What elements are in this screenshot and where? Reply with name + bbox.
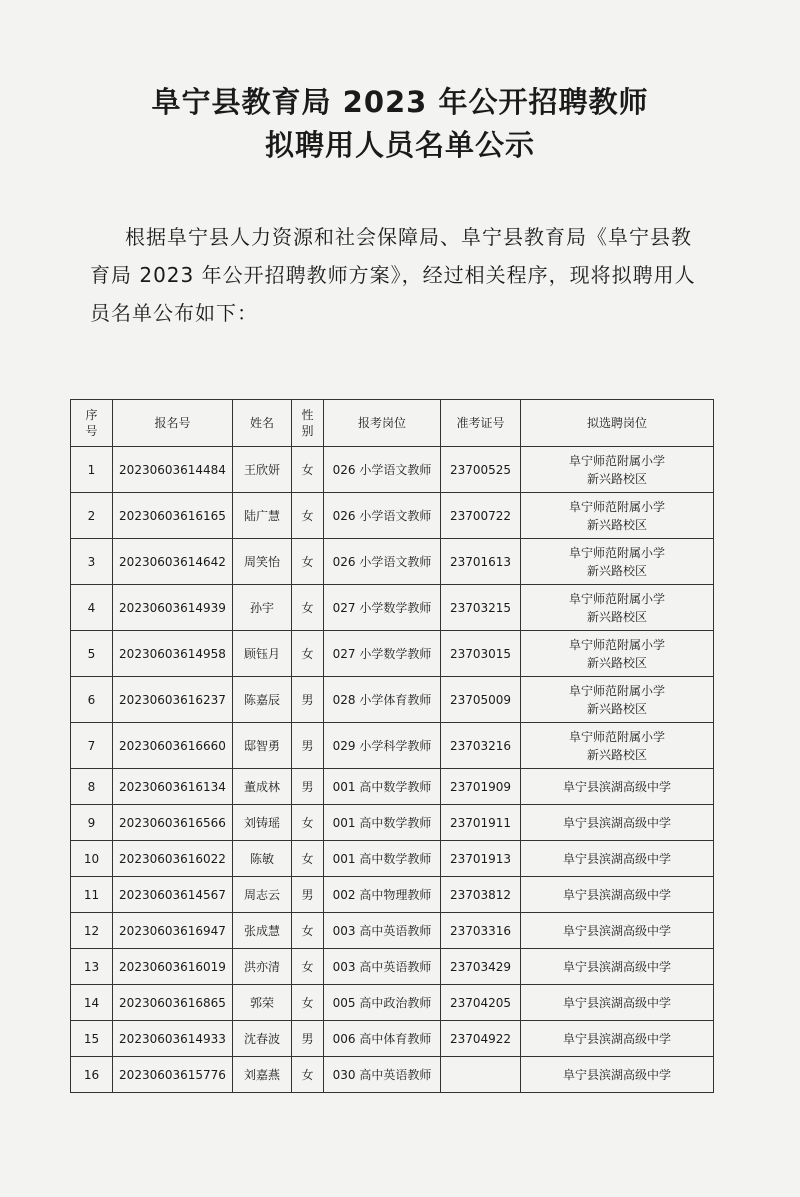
cell-gender: 女 <box>292 841 324 877</box>
header-name: 姓名 <box>233 400 292 447</box>
table-row <box>71 949 714 985</box>
placement-line1: 阜宁师范附属小学 <box>568 453 665 468</box>
placement-line2: 新兴路校区 <box>586 563 647 578</box>
cell-seq: 1 <box>71 447 113 493</box>
cell-position: 027 小学数学教师 <box>324 631 441 677</box>
cell-placement <box>521 877 714 913</box>
cell-gender: 男 <box>292 1021 324 1057</box>
document-subtitle: 拟聘用人员名单公示 <box>264 128 535 162</box>
cell-gender: 女 <box>292 539 324 585</box>
placement-line1: 阜宁县滨湖高级中学 <box>562 959 671 974</box>
cell-position: 003 高中英语教师 <box>324 949 441 985</box>
cell-reg-no: 20230603614567 <box>113 877 233 913</box>
cell-seq: 6 <box>71 677 113 723</box>
table-row <box>71 631 714 677</box>
cell-gender: 女 <box>292 493 324 539</box>
placement-line2: 新兴路校区 <box>586 655 647 670</box>
cell-reg-no: 20230603616660 <box>113 723 233 769</box>
cell-placement <box>521 805 714 841</box>
table-row <box>71 1057 714 1093</box>
cell-reg-no: 20230603616019 <box>113 949 233 985</box>
placement-line1: 阜宁县滨湖高级中学 <box>562 1067 671 1082</box>
cell-position: 001 高中数学教师 <box>324 769 441 805</box>
cell-ticket: 23701613 <box>441 539 521 585</box>
cell-name: 刘铸瑶 <box>233 805 292 841</box>
placement-line2: 新兴路校区 <box>586 747 647 762</box>
intro-paragraph: 根据阜宁县人力资源和社会保障局、阜宁县教育局《阜宁县教育局 2023 年公开招聘教师方案》，经过相关程序，现将拟聘用人员名单公布如下： <box>90 225 696 325</box>
cell-reg-no: 20230603615776 <box>113 1057 233 1093</box>
cell-seq: 7 <box>71 723 113 769</box>
cell-reg-no: 20230603616134 <box>113 769 233 805</box>
cell-gender: 女 <box>292 1057 324 1093</box>
cell-gender: 男 <box>292 723 324 769</box>
cell-reg-no: 20230603614484 <box>113 447 233 493</box>
cell-name: 邸智勇 <box>233 723 292 769</box>
cell-reg-no: 20230603616165 <box>113 493 233 539</box>
cell-reg-no: 20230603616947 <box>113 913 233 949</box>
table-row <box>71 877 714 913</box>
cell-seq: 5 <box>71 631 113 677</box>
cell-seq: 16 <box>71 1057 113 1093</box>
header-position: 报考岗位 <box>324 400 441 447</box>
header-seq: 序 号 <box>71 400 113 447</box>
cell-name: 刘嘉燕 <box>233 1057 292 1093</box>
placement-line1: 阜宁县滨湖高级中学 <box>562 779 671 794</box>
placement-line1: 阜宁师范附属小学 <box>568 729 665 744</box>
table-row <box>71 585 714 631</box>
header-gender: 性 别 <box>292 400 324 447</box>
cell-name: 王欣妍 <box>233 447 292 493</box>
placement-line1: 阜宁师范附属小学 <box>568 683 665 698</box>
cell-ticket: 23703216 <box>441 723 521 769</box>
cell-placement <box>521 985 714 1021</box>
cell-placement <box>521 585 714 631</box>
cell-position: 006 高中体育教师 <box>324 1021 441 1057</box>
cell-placement <box>521 949 714 985</box>
cell-placement <box>521 1021 714 1057</box>
cell-name: 郭荣 <box>233 985 292 1021</box>
cell-position: 030 高中英语教师 <box>324 1057 441 1093</box>
cell-ticket: 23701909 <box>441 769 521 805</box>
cell-gender: 女 <box>292 805 324 841</box>
cell-placement <box>521 539 714 585</box>
cell-name: 陈敏 <box>233 841 292 877</box>
cell-gender: 男 <box>292 769 324 805</box>
cell-seq: 11 <box>71 877 113 913</box>
cell-seq: 9 <box>71 805 113 841</box>
cell-gender: 女 <box>292 631 324 677</box>
cell-ticket: 23700525 <box>441 447 521 493</box>
placement-line2: 新兴路校区 <box>586 701 647 716</box>
cell-gender: 女 <box>292 913 324 949</box>
cell-placement <box>521 677 714 723</box>
cell-ticket: 23704205 <box>441 985 521 1021</box>
placement-line1: 阜宁师范附属小学 <box>568 637 665 652</box>
cell-seq: 13 <box>71 949 113 985</box>
placement-line2: 新兴路校区 <box>586 609 647 624</box>
cell-name: 顾钰月 <box>233 631 292 677</box>
cell-ticket: 23703015 <box>441 631 521 677</box>
cell-ticket: 23700722 <box>441 493 521 539</box>
table-row <box>71 539 714 585</box>
table-header-row <box>71 400 714 447</box>
cell-position: 026 小学语文教师 <box>324 493 441 539</box>
cell-name: 周笑怡 <box>233 539 292 585</box>
cell-name: 洪亦清 <box>233 949 292 985</box>
table-row <box>71 769 714 805</box>
cell-name: 张成慧 <box>233 913 292 949</box>
cell-ticket <box>441 1057 521 1093</box>
cell-ticket: 23703215 <box>441 585 521 631</box>
document-title: 阜宁县教育局 2023 年公开招聘教师 <box>151 85 649 119</box>
cell-seq: 10 <box>71 841 113 877</box>
cell-reg-no: 20230603614939 <box>113 585 233 631</box>
cell-name: 孙宇 <box>233 585 292 631</box>
table-row <box>71 913 714 949</box>
cell-gender: 女 <box>292 949 324 985</box>
cell-seq: 14 <box>71 985 113 1021</box>
cell-ticket: 23703316 <box>441 913 521 949</box>
header-reg-no: 报名号 <box>113 400 233 447</box>
cell-gender: 男 <box>292 877 324 913</box>
placement-line1: 阜宁县滨湖高级中学 <box>562 995 671 1010</box>
cell-placement <box>521 723 714 769</box>
placement-line1: 阜宁师范附属小学 <box>568 545 665 560</box>
header-ticket: 准考证号 <box>441 400 521 447</box>
cell-reg-no: 20230603614958 <box>113 631 233 677</box>
table-row <box>71 723 714 769</box>
cell-ticket: 23703429 <box>441 949 521 985</box>
cell-position: 027 小学数学教师 <box>324 585 441 631</box>
cell-ticket: 23701913 <box>441 841 521 877</box>
table-row <box>71 1021 714 1057</box>
placement-line1: 阜宁县滨湖高级中学 <box>562 815 671 830</box>
header-placement: 拟选聘岗位 <box>521 400 714 447</box>
cell-position: 003 高中英语教师 <box>324 913 441 949</box>
placement-line1: 阜宁县滨湖高级中学 <box>562 887 671 902</box>
cell-position: 028 小学体育教师 <box>324 677 441 723</box>
cell-position: 001 高中数学教师 <box>324 841 441 877</box>
cell-placement <box>521 447 714 493</box>
cell-seq: 4 <box>71 585 113 631</box>
cell-position: 029 小学科学教师 <box>324 723 441 769</box>
cell-ticket: 23703812 <box>441 877 521 913</box>
cell-placement <box>521 631 714 677</box>
cell-placement <box>521 493 714 539</box>
cell-seq: 12 <box>71 913 113 949</box>
table-row <box>71 447 714 493</box>
cell-seq: 15 <box>71 1021 113 1057</box>
cell-reg-no: 20230603614933 <box>113 1021 233 1057</box>
cell-name: 陈嘉辰 <box>233 677 292 723</box>
candidate-table <box>70 399 714 1093</box>
cell-gender: 男 <box>292 677 324 723</box>
table-row <box>71 677 714 723</box>
cell-name: 董成林 <box>233 769 292 805</box>
placement-line2: 新兴路校区 <box>586 517 647 532</box>
table-row <box>71 841 714 877</box>
cell-name: 周志云 <box>233 877 292 913</box>
cell-seq: 8 <box>71 769 113 805</box>
placement-line2: 新兴路校区 <box>586 471 647 486</box>
cell-reg-no: 20230603616022 <box>113 841 233 877</box>
placement-line1: 阜宁县滨湖高级中学 <box>562 923 671 938</box>
table-row <box>71 805 714 841</box>
cell-gender: 女 <box>292 447 324 493</box>
table-row <box>71 985 714 1021</box>
cell-position: 005 高中政治教师 <box>324 985 441 1021</box>
cell-gender: 女 <box>292 585 324 631</box>
cell-placement <box>521 913 714 949</box>
cell-ticket: 23701911 <box>441 805 521 841</box>
cell-placement <box>521 1057 714 1093</box>
cell-reg-no: 20230603616865 <box>113 985 233 1021</box>
placement-line1: 阜宁县滨湖高级中学 <box>562 1031 671 1046</box>
cell-name: 陆广慧 <box>233 493 292 539</box>
table-row <box>71 493 714 539</box>
cell-placement <box>521 769 714 805</box>
cell-name: 沈春波 <box>233 1021 292 1057</box>
cell-seq: 2 <box>71 493 113 539</box>
cell-reg-no: 20230603616237 <box>113 677 233 723</box>
cell-position: 001 高中数学教师 <box>324 805 441 841</box>
cell-ticket: 23704922 <box>441 1021 521 1057</box>
cell-gender: 女 <box>292 985 324 1021</box>
cell-position: 002 高中物理教师 <box>324 877 441 913</box>
placement-line1: 阜宁师范附属小学 <box>568 499 665 514</box>
cell-reg-no: 20230603614642 <box>113 539 233 585</box>
cell-placement <box>521 841 714 877</box>
placement-line1: 阜宁县滨湖高级中学 <box>562 851 671 866</box>
cell-seq: 3 <box>71 539 113 585</box>
cell-reg-no: 20230603616566 <box>113 805 233 841</box>
cell-position: 026 小学语文教师 <box>324 447 441 493</box>
cell-position: 026 小学语文教师 <box>324 539 441 585</box>
cell-ticket: 23705009 <box>441 677 521 723</box>
placement-line1: 阜宁师范附属小学 <box>568 591 665 606</box>
